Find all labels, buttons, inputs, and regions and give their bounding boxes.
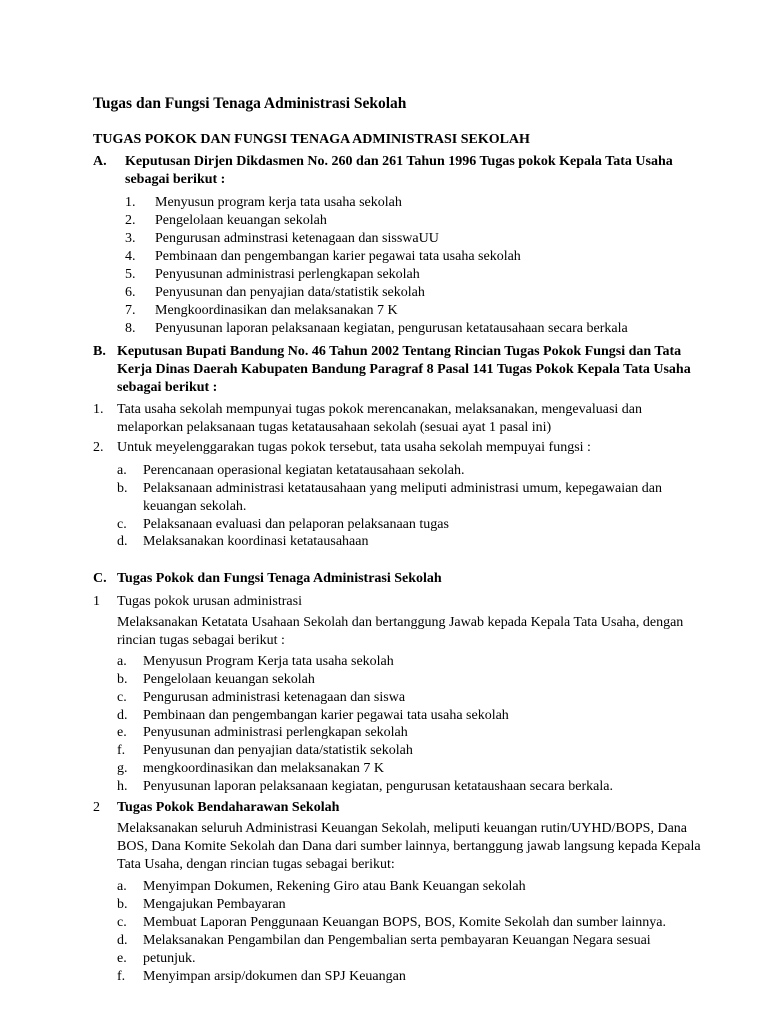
section-a-heading-line: sebagai berikut : <box>125 172 226 187</box>
list-item: Tata usaha sekolah mempunyai tugas pokok merencanakan, melaksanakan, mengevaluasi dan <box>117 402 642 417</box>
section-b-heading-line: sebagai berikut : <box>117 380 218 395</box>
list-item: Membuat Laporan Penggunaan Keuangan BOPS, BOS, Komite Sekolah dan sumber lainnya. <box>143 915 666 930</box>
list-item: Pengelolaan keuangan sekolah <box>143 672 315 687</box>
list-letter: c. <box>117 517 127 532</box>
list-item: melaporkan pelaksanaan tugas ketatausahaan sekolah (sesuai ayat 1 pasal ini) <box>117 420 552 435</box>
list-letter: b. <box>117 481 128 496</box>
list-letter: d. <box>117 708 128 723</box>
list-letter: e. <box>117 951 127 966</box>
list-item: Penyusunan laporan pelaksanaan kegiatan, pengurusan ketatausahaan secara berkala <box>155 321 628 336</box>
list-item: Mengkoordinasikan dan melaksanakan 7 K <box>155 303 398 318</box>
list-number: 1. <box>125 195 136 210</box>
list-letter: b. <box>117 897 128 912</box>
main-heading: TUGAS POKOK DAN FUNGSI TENAGA ADMINISTRASI SEKOLAH <box>93 132 530 147</box>
section-c-heading: Tugas Pokok dan Fungsi Tenaga Administrasi Sekolah <box>117 571 442 586</box>
list-letter: a. <box>117 463 127 478</box>
section-b-heading-line: Kerja Dinas Daerah Kabupaten Bandung Paragraf 8 Pasal 141 Tugas Pokok Kepala Tata Usaha <box>117 362 691 377</box>
list-number: 4. <box>125 249 136 264</box>
list-item: Menyimpan arsip/dokumen dan SPJ Keuangan <box>143 969 406 984</box>
list-letter: h. <box>117 779 128 794</box>
list-item: Menyimpan Dokumen, Rekening Giro atau Bank Keuangan sekolah <box>143 879 526 894</box>
list-item: Untuk meyelenggarakan tugas pokok tersebut, tata usaha sekolah mempuyai fungsi : <box>117 440 591 455</box>
list-letter: c. <box>117 915 127 930</box>
section-a-marker: A. <box>93 154 107 169</box>
list-item: petunjuk. <box>143 951 196 966</box>
list-item: Pengurusan adminstrasi ketenagaan dan sisswaUU <box>155 231 439 246</box>
list-letter: d. <box>117 933 128 948</box>
list-number: 2. <box>93 440 104 455</box>
list-letter: c. <box>117 690 127 705</box>
list-number: 3. <box>125 231 136 246</box>
list-letter: d. <box>117 534 128 549</box>
paragraph-line: BOS, Dana Komite Sekolah dan Dana dari sumber lainnya, bertanggung jawab langsung kepada Kepala <box>117 839 701 854</box>
list-letter: f. <box>117 743 126 758</box>
list-number: 1. <box>93 402 104 417</box>
paragraph-line: Melaksanakan seluruh Administrasi Keuangan Sekolah, meliputi keuangan rutin/UYHD/BOPS, Dana <box>117 821 688 836</box>
list-item: Penyusunan dan penyajian data/statistik sekolah <box>143 743 413 758</box>
list-item: keuangan sekolah. <box>143 499 247 514</box>
section-b-heading-line: Keputusan Bupati Bandung No. 46 Tahun 2002 Tentang Rincian Tugas Pokok Fungsi dan Tata <box>117 344 682 359</box>
paragraph-line: rincian tugas sebagai berikut : <box>117 633 285 648</box>
list-item: Pengelolaan keuangan sekolah <box>155 213 327 228</box>
list-letter: a. <box>117 879 127 894</box>
list-number: 5. <box>125 267 136 282</box>
list-number: 8. <box>125 321 136 336</box>
list-item: Penyusunan administrasi perlengkapan sekolah <box>155 267 420 282</box>
list-number: 7. <box>125 303 136 318</box>
list-item: mengkoordinasikan dan melaksanakan 7 K <box>143 761 385 776</box>
list-item: Pembinaan dan pengembangan karier pegawai tata usaha sekolah <box>143 708 509 723</box>
list-item: Penyusunan laporan pelaksanaan kegiatan, pengurusan ketataushaan secara berkala. <box>143 779 613 794</box>
list-item: Penyusunan dan penyajian data/statistik sekolah <box>155 285 425 300</box>
list-number: 6. <box>125 285 136 300</box>
document-title: Tugas dan Fungsi Tenaga Administrasi Sekolah <box>93 95 407 112</box>
list-item: Pembinaan dan pengembangan karier pegawai tata usaha sekolah <box>155 249 521 264</box>
list-number: 2. <box>125 213 136 228</box>
list-number: 1 <box>93 594 100 609</box>
list-item: Pelaksanaan administrasi ketatausahaan yang meliputi administrasi umum, kepegawaian dan <box>143 481 663 496</box>
section-a-heading-line: Keputusan Dirjen Dikdasmen No. 260 dan 261 Tahun 1996 Tugas pokok Kepala Tata Usaha <box>125 154 673 169</box>
list-item: Penyusunan administrasi perlengkapan sekolah <box>143 725 408 740</box>
list-number: 2 <box>93 800 100 815</box>
section-b-marker: B. <box>93 344 106 359</box>
part-2-title: Tugas Pokok Bendaharawan Sekolah <box>117 800 340 815</box>
list-letter: b. <box>117 672 128 687</box>
part-1-title: Tugas pokok urusan administrasi <box>117 594 302 609</box>
paragraph-line: Tata Usaha, dengan rincian tugas sebagai berikut: <box>117 857 395 872</box>
paragraph-line: Melaksanakan Ketatata Usahaan Sekolah dan bertanggung Jawab kepada Kepala Tata Usaha, dengan <box>117 615 684 630</box>
list-item: Melaksanakan Pengambilan dan Pengembalian serta pembayaran Keuangan Negara sesuai <box>143 933 651 948</box>
list-item: Pelaksanaan evaluasi dan pelaporan pelaksanaan tugas <box>143 517 449 532</box>
list-letter: e. <box>117 725 127 740</box>
section-c-marker: C. <box>93 571 107 586</box>
list-item: Mengajukan Pembayaran <box>143 897 286 912</box>
list-item: Pengurusan administrasi ketenagaan dan siswa <box>143 690 406 705</box>
list-item: Menyusun program kerja tata usaha sekolah <box>155 195 402 210</box>
list-item: Menyusun Program Kerja tata usaha sekolah <box>143 654 394 669</box>
list-letter: g. <box>117 761 128 776</box>
list-letter: a. <box>117 654 127 669</box>
list-item: Perencanaan operasional kegiatan ketatausahaan sekolah. <box>143 463 465 478</box>
list-letter: f. <box>117 969 126 984</box>
list-item: Melaksanakan koordinasi ketatausahaan <box>143 534 369 549</box>
